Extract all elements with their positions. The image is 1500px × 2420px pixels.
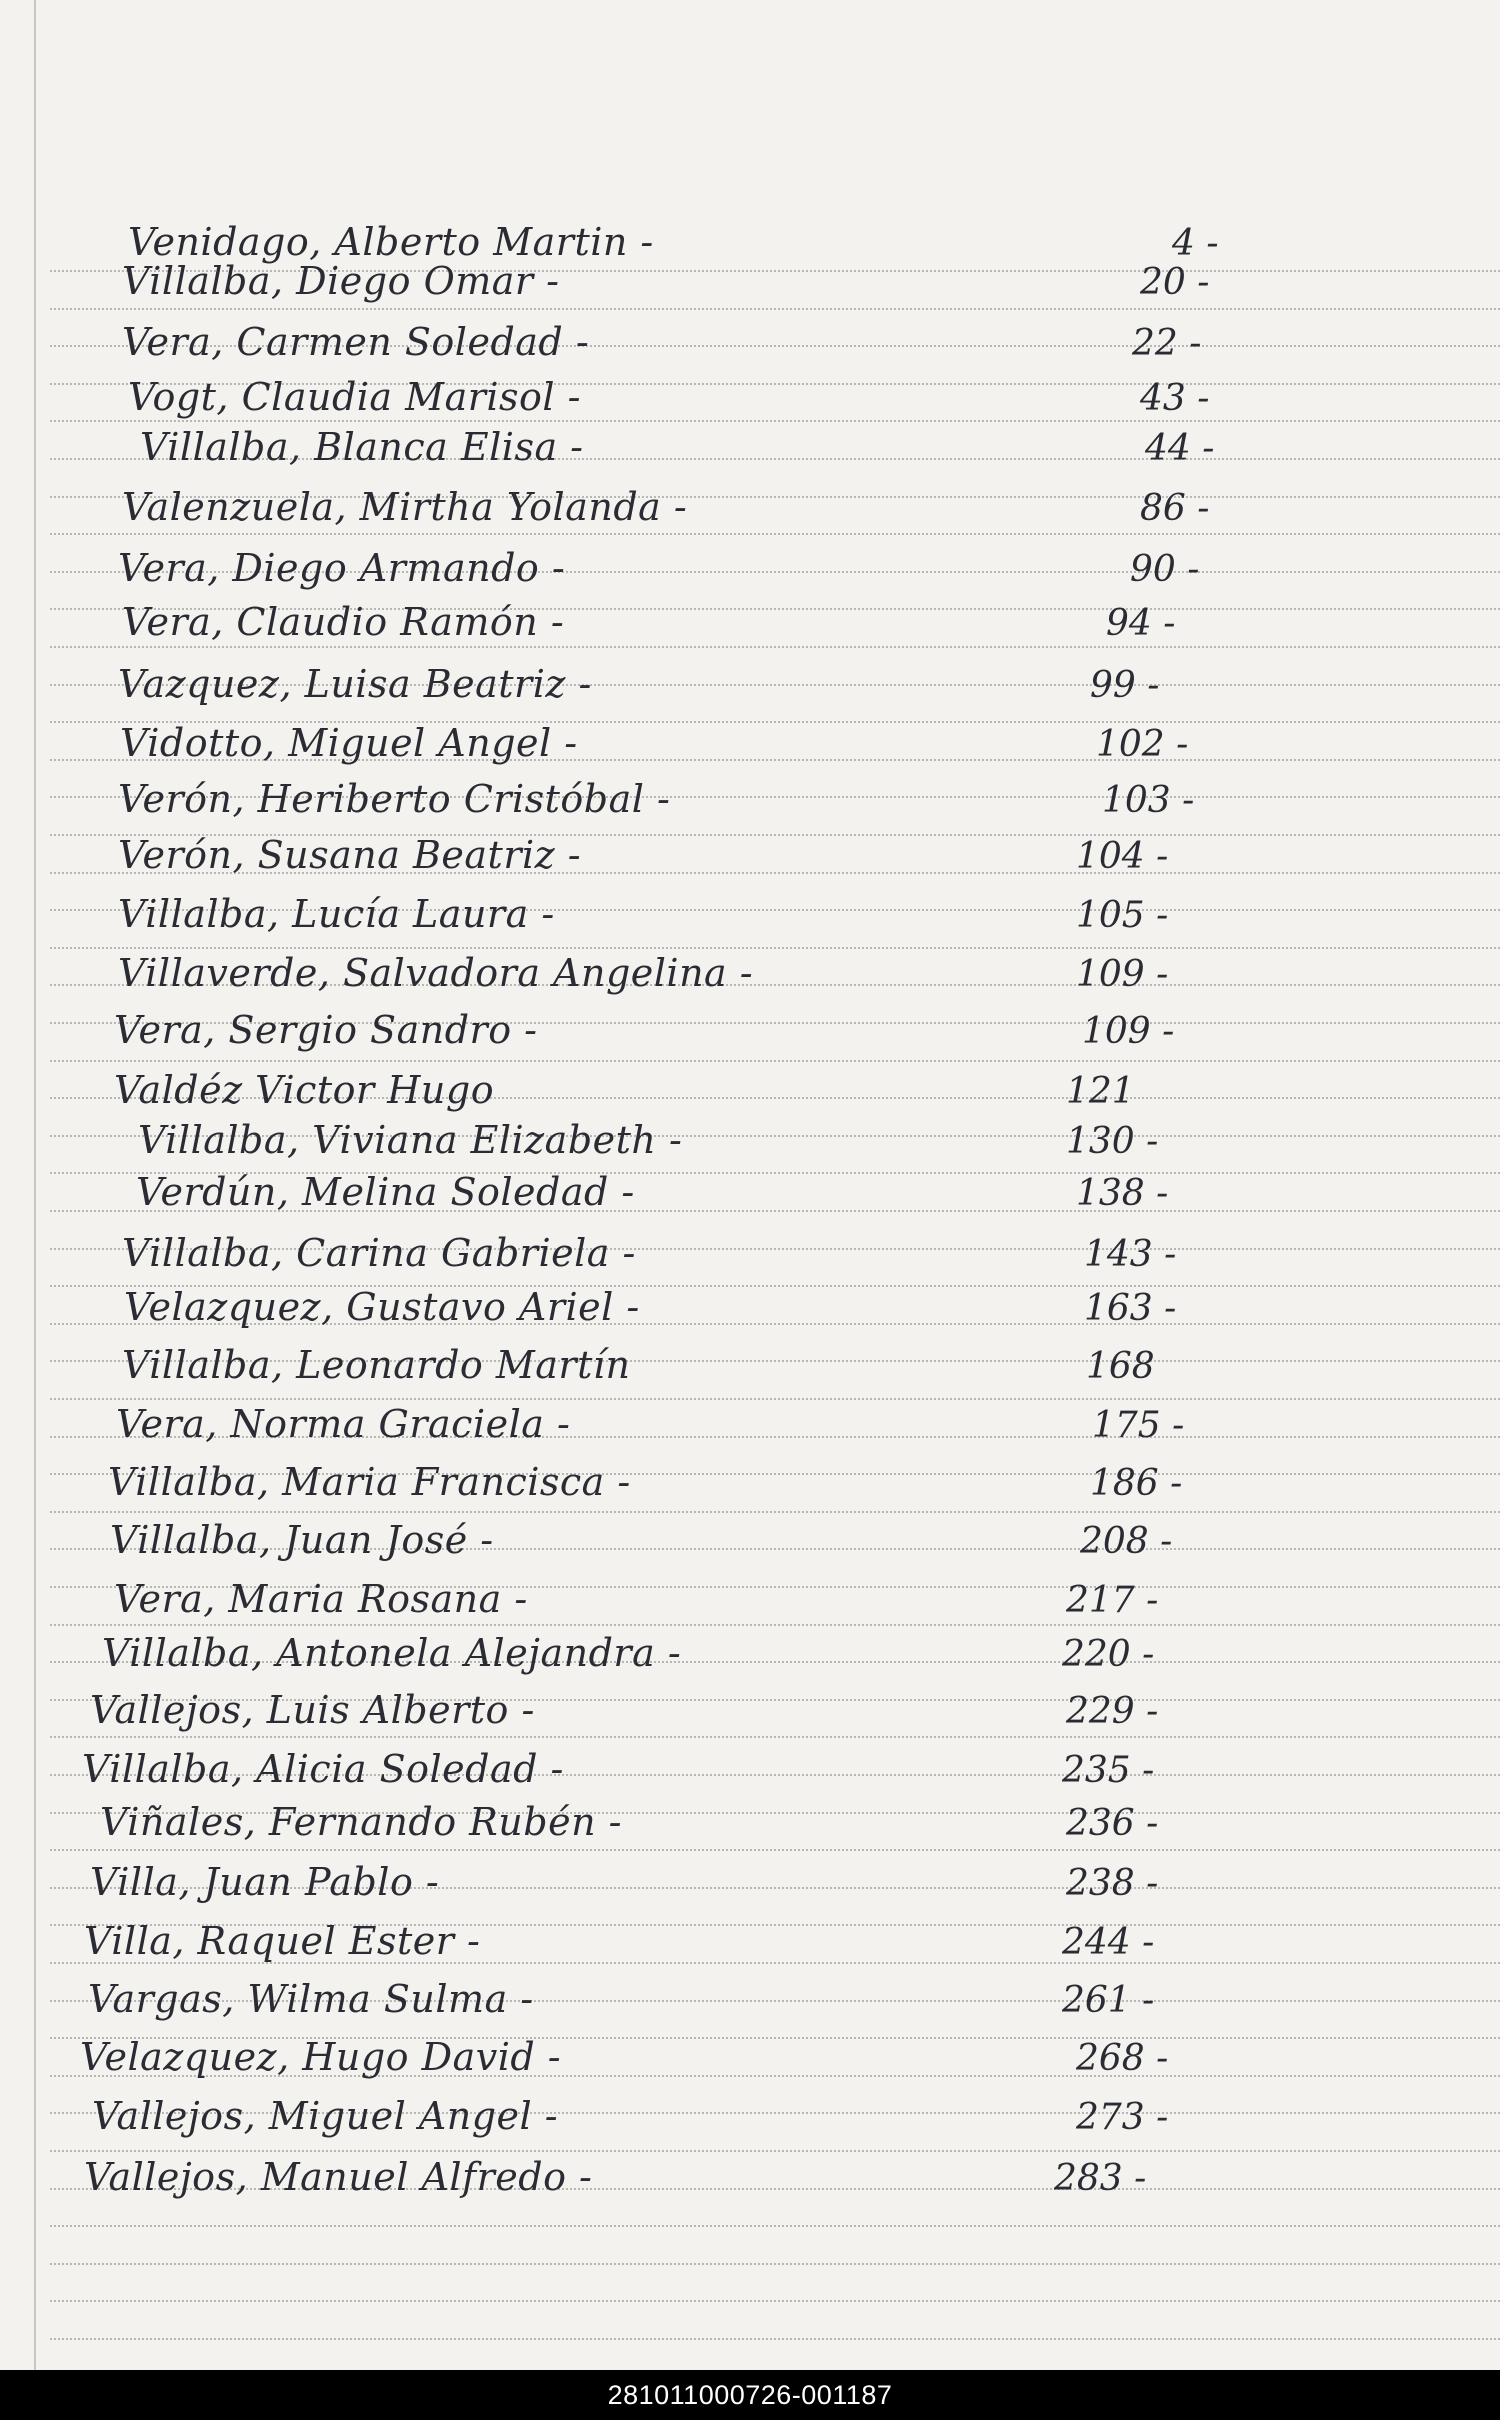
list-item [0, 369, 1500, 425]
entry-name: Velazquez, Hugo David - [80, 2035, 562, 2079]
entry-name: Vera, Claudio Ramón - [122, 600, 565, 644]
entry-number: 90 - [1130, 549, 1200, 590]
entry-number: 244 - [1062, 1922, 1155, 1963]
list-item [0, 1741, 1500, 1797]
entry-name: Velazquez, Gustavo Ariel - [124, 1285, 640, 1329]
entry-number: 168 [1086, 1346, 1155, 1387]
list-item [0, 314, 1500, 370]
entry-name: Vidotto, Miguel Angel - [120, 721, 578, 765]
list-item [0, 1454, 1500, 1510]
entry-name: Villaverde, Salvadora Angelina - [118, 951, 754, 995]
entry-number: 163 - [1084, 1288, 1177, 1329]
list-item [0, 1225, 1500, 1281]
list-item [0, 1062, 1500, 1118]
list-item [0, 886, 1500, 942]
entry-name: Villalba, Lucía Laura - [118, 892, 555, 936]
entry-number: 94 - [1106, 603, 1176, 644]
entry-number: 208 - [1080, 1521, 1173, 1562]
list-item [0, 594, 1500, 650]
entry-number: 268 - [1076, 2038, 1169, 2079]
list-item [0, 1396, 1500, 1452]
entry-number: 22 - [1132, 323, 1202, 364]
list-item [0, 2088, 1500, 2144]
list-item [0, 1913, 1500, 1969]
entry-name: Villalba, Alicia Soledad - [82, 1747, 564, 1791]
entry-number: 20 - [1140, 262, 1210, 303]
list-item [0, 945, 1500, 1001]
entry-number: 175 - [1092, 1405, 1185, 1446]
entry-number: 103 - [1102, 780, 1195, 821]
ruled-line [50, 2300, 1500, 2302]
list-item [0, 1571, 1500, 1627]
list-item [0, 1682, 1500, 1738]
list-item [0, 540, 1500, 596]
entry-name: Vera, Diego Armando - [118, 546, 566, 590]
list-item [0, 419, 1500, 475]
entry-number: 43 - [1140, 378, 1210, 419]
document-id-label: 281011000726-001187 [607, 2380, 893, 2410]
entry-number: 220 - [1062, 1634, 1155, 1675]
entry-name: Villalba, Maria Francisca - [108, 1460, 631, 1504]
entry-name: Villalba, Carina Gabriela - [122, 1231, 636, 1275]
entry-name: Valdéz Victor Hugo [114, 1068, 495, 1112]
entry-name: Vallejos, Luis Alberto - [90, 1688, 535, 1732]
list-item [0, 771, 1500, 827]
entry-name: Venidago, Alberto Martin - [128, 220, 654, 264]
entry-number: 143 - [1084, 1234, 1177, 1275]
list-item [0, 1625, 1500, 1681]
entry-number: 105 - [1076, 895, 1169, 936]
entry-name: Vera, Carmen Soledad - [122, 320, 590, 364]
entry-number: 104 - [1076, 836, 1169, 877]
list-item [0, 1794, 1500, 1850]
entry-number: 86 - [1140, 488, 1210, 529]
list-item [0, 479, 1500, 535]
list-item [0, 715, 1500, 771]
entry-number: 283 - [1054, 2158, 1147, 2199]
ruled-line [50, 2225, 1500, 2227]
entry-name: Villalba, Antonela Alejandra - [102, 1631, 682, 1675]
entry-number: 109 - [1082, 1011, 1175, 1052]
entry-name: Villalba, Juan José - [110, 1518, 494, 1562]
list-item [0, 1337, 1500, 1393]
entry-number: 217 - [1066, 1580, 1159, 1621]
entry-number: 4 - [1172, 223, 1219, 264]
entry-name: Vogt, Claudia Marisol - [128, 375, 581, 419]
list-item [0, 2149, 1500, 2205]
entry-name: Vallejos, Miguel Angel - [92, 2094, 559, 2138]
entry-number: 186 - [1090, 1463, 1183, 1504]
entry-name: Villa, Juan Pablo - [90, 1860, 440, 1904]
list-item [0, 253, 1500, 309]
entry-number: 273 - [1076, 2097, 1169, 2138]
entry-number: 138 - [1076, 1173, 1169, 1214]
entry-name: Verón, Susana Beatriz - [118, 833, 582, 877]
list-item [0, 1971, 1500, 2027]
entry-number: 99 - [1090, 665, 1160, 706]
list-item [0, 2029, 1500, 2085]
entry-number: 102 - [1096, 724, 1189, 765]
entry-name: Villalba, Viviana Elizabeth - [138, 1118, 683, 1162]
entry-name: Viñales, Fernando Rubén - [100, 1800, 622, 1844]
entry-number: 261 - [1062, 1980, 1155, 2021]
entry-number: 235 - [1062, 1750, 1155, 1791]
footer-bar [0, 2370, 1500, 2420]
entry-name: Valenzuela, Mirtha Yolanda - [122, 485, 688, 529]
list-item [0, 1164, 1500, 1220]
list-item [0, 1002, 1500, 1058]
entry-name: Villalba, Leonardo Martín [122, 1343, 631, 1387]
list-item [0, 1854, 1500, 1910]
entry-name: Vallejos, Manuel Alfredo - [84, 2155, 593, 2199]
entry-number: 109 - [1076, 954, 1169, 995]
entry-name: Verdún, Melina Soledad - [136, 1170, 635, 1214]
entry-number: 130 - [1066, 1121, 1159, 1162]
entry-name: Vargas, Wilma Sulma - [88, 1977, 534, 2021]
list-item [0, 1279, 1500, 1335]
entry-name: Vazquez, Luisa Beatriz - [118, 662, 592, 706]
entry-number: 238 - [1066, 1863, 1159, 1904]
entry-name: Vera, Maria Rosana - [114, 1577, 528, 1621]
entry-name: Verón, Heriberto Cristóbal - [118, 777, 671, 821]
list-item [0, 827, 1500, 883]
list-item [0, 656, 1500, 712]
ruled-line [50, 2263, 1500, 2265]
entry-name: Vera, Norma Graciela - [116, 1402, 571, 1446]
entry-number: 121 [1066, 1071, 1135, 1112]
list-item [0, 1512, 1500, 1568]
entry-name: Villalba, Blanca Elisa - [140, 425, 584, 469]
entry-name: Villa, Raquel Ester - [84, 1919, 481, 1963]
entry-number: 44 - [1145, 428, 1215, 469]
entry-number: 236 - [1066, 1803, 1159, 1844]
ruled-line [50, 2338, 1500, 2340]
entry-number: 229 - [1066, 1691, 1159, 1732]
list-item [0, 1112, 1500, 1168]
entry-name: Villalba, Diego Omar - [122, 259, 560, 303]
entry-name: Vera, Sergio Sandro - [114, 1008, 538, 1052]
